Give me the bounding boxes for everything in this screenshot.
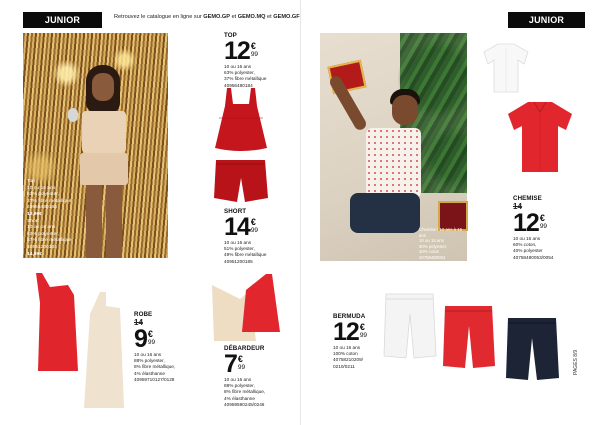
red-tanktop-product xyxy=(236,274,282,334)
beige-dress-product xyxy=(80,292,130,410)
white-shirt-product xyxy=(482,42,530,94)
robe-price-block: ROBE 14 9 € 99 10 ou 16 ans 88% polyester, 8% fibre métallique, 4% élasthanne 40959710127/0128 xyxy=(134,311,176,382)
red-bermuda-product xyxy=(441,304,496,370)
bermuda-price-block: BERMUDA 12 € 99 10 ou 16 ans 100% coton 40758210209/ 0210/0211 xyxy=(333,313,368,369)
junior-tab-right: JUNIOR xyxy=(508,12,585,28)
red-top-product xyxy=(213,88,269,154)
girl-photo xyxy=(23,33,168,258)
girl-photo-caption: Top 10 ou 16 ans 63% polyester, 37% fibre métallique 40956480184 12,99€ Short 10 ou 16 ans 63% polyester, 37% fibre métallique 40951200184 14,99€ xyxy=(27,179,72,257)
red-short-product xyxy=(212,158,269,204)
site-link-gp[interactable]: GEMO.GP xyxy=(203,14,230,20)
catalogue-note: Retrouvez le catalogue en ligne sur GEMO.GP et GEMO.MQ et GEMO.GF xyxy=(114,14,300,20)
junior-tab-left: JUNIOR xyxy=(23,12,102,28)
site-link-mq[interactable]: GEMO.MQ xyxy=(237,14,266,20)
red-dress-product xyxy=(28,273,84,373)
white-bermuda-product xyxy=(382,292,437,360)
navy-bermuda-product xyxy=(504,316,560,382)
boy-photo-caption: Chemise / 10 ans à 16 ans 10 ou 16 ans 60% polyester, 40% coton 40758480053 14,99€ 12,99€ xyxy=(419,227,462,266)
site-link-gf[interactable]: GEMO.GF xyxy=(273,14,300,20)
chemise-price-block: CHEMISE 14 12 € 99 10 ou 16 ans 60% coton, 40% polyester 40758480053/0054 xyxy=(513,195,554,260)
page-number: PAGES 8/9 xyxy=(573,349,579,375)
debardeur-price-block: DÉBARDEUR 7 € 99 10 ou 16 ans 88% polyester, 8% fibre métallique, 4% élasthanne 40959590245/0246 xyxy=(224,345,266,407)
boy-photo xyxy=(320,33,467,266)
red-shirt-product xyxy=(506,100,574,174)
page-divider xyxy=(300,0,301,425)
top-price-block: TOP 12 € 99 10 ou 16 ans 63% polyester, 37% fibre métallique 40956480184 xyxy=(224,32,267,88)
short-price-block: SHORT 14 € 99 10 ou 16 ans 51% polyester, 49% fibre métallique 40951200185 xyxy=(224,208,267,264)
